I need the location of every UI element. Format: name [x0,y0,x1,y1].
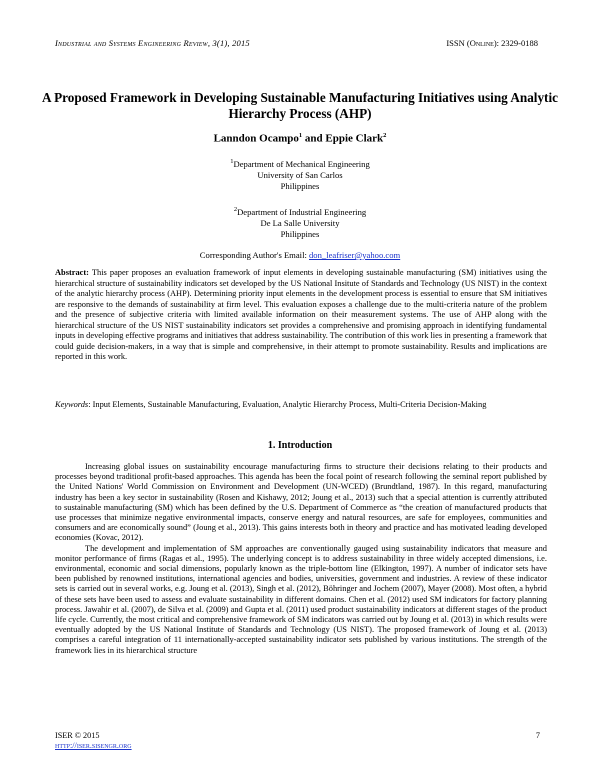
affiliation-2-univ: De La Salle University [260,217,340,228]
corresponding-email-link[interactable]: don_leafriser@yahoo.com [309,250,401,260]
journal-header: Industrial and Systems Engineering Review, 3(1), 2015 [55,38,250,48]
author-1-name: Lanndon Ocampo [213,132,299,145]
abstract [55,268,547,363]
affiliation-2-sup: 2 [233,206,238,213]
authors [0,132,600,145]
abstract-label: Abstract: [55,268,89,277]
author-1-sup: 1 [298,132,303,139]
page-number: 7 [535,731,540,740]
keywords-text: : Input Elements, Sustainable Manufacturing, Evaluation, Analytic Hierarchy Process, Multi-Criteria Decision-Making [88,400,487,409]
affiliation-1-univ: University of San Carlos [257,169,343,180]
paper-title: A Proposed Framework in Developing Sustainable Manufacturing Initiatives using Analytic Hierarchy Process (AHP) [42,90,558,121]
footer-left [55,731,132,751]
author-2-name: Eppie Clark [325,132,384,145]
affiliation-1 [0,156,600,192]
affiliation-1-country: Philippines [280,180,320,191]
affiliation-1-sup: 1 [230,158,234,165]
keywords-label: Keywords [55,400,89,409]
affiliation-1-dept: Department of Mechanical Engineering [233,158,370,169]
corresponding-author [0,250,600,260]
corresponding-label: Corresponding Author's Email: [199,250,309,260]
affiliation-2-dept: Department of Industrial Engineering [237,206,367,217]
footer-copyright: ISER © 2015 [55,731,100,740]
introduction-body [55,462,547,656]
affiliation-2-country: Philippines [280,228,320,239]
keywords [55,400,547,411]
affiliation-2 [0,204,600,240]
author-conjunction: and [302,132,326,145]
intro-paragraph-1: Increasing global issues on sustainability encourage manufacturing firms to structure their decisions relating to their products and processes beyond traditional profit-based approaches. This agenda has been the focal point of research following the seminal report published by the United Nations' World Commission on Environment and Development (UN-WCED) (Brundtland, 1987). In this regard, manufacturing industry has been a key sector in sustainability (Rosen and Kishawy, 2012; Joung et al., 2013) such that a special attention is currently attributed to sustainable manufacturing (SM) which has been defined by the U.S. Department of Commerce as “the creation of manufactured products that use processes that minimize negative environmental impacts, conserve energy and natural resources, are safe for employees, communities and consumers and are economically sound” (Joung et al., 2013). This gains interests both in theory and practice and has motivated leading developed economies (Kovac, 2012). [55,462,547,543]
footer-url-link[interactable]: http://iser.sisengr.org [55,741,132,750]
intro-paragraph-2: The development and implementation of SM approaches are conventionally gauged using sustainability indicators that measure and monitor performance of firms (Ragas et al., 1995). The underlying concept is to address sustainability in three widely accepted dimensions, i.e. environmental, economic and social dimensions, popularly known as the triple-bottom line (Elkington, 1997). A number of indicator sets have been published by renowned institutions, international agencies and bodies, universities, government and industries. A review of these indicator sets is carried out in several works, e.g. Joung et al. (2013), Singh et al. (2012), Böhringer and Jochem (2007), Mayer (2008). Most often, a hybrid of these sets have been used to assess and evaluate sustainability in different domains. Chen et al. (2012) used SM indicators for factory planning process. Jawahir et al. (2007), de Silva et al. (2009) and Gupta et al. (2011) used product sustainability indicators at different stages of the product life cycle. Currently, the most critical and comprehensive framework of SM indicators was carried out by Joung et al. (2013) in which results were eventually adopted by the US National Institute of Standards and Technology (US NIST). The proposed framework of Joung et al. (2013) comprises a careful integration of 11 internationally-accepted sustainability indicator sets published by various institutions. The strength of the framework lies in its hierarchical structure [55,543,547,655]
abstract-text: This paper proposes an evaluation framework of input elements in developing sustainable manufacturing (SM) initiatives using the hierarchical structure of sustainability indicators set developed by the US National Insitute of Standards and Technology (US NIST) in the context of the analytic hierarchy process (AHP). Determining priority input elements in the development process is essential to ensure that SM initiatives are responsive to the demands of sustainability at firm level. This evaluation exposes a challenge due to the multi-criteria nature of the problem and the presence of subjective criteria with limited available information on their measurement systems. The use of AHP along with the hierarchical structure of the US NIST sustainability indicators set provides a comprehensive and promising approach in identifying fundamental inputs in developing effective programs and initiatives that address sustainability. The contribution of this work lies in presenting a framework that could guide decision-makers, in a way that is simple and comprehensive, in their attempt to promote sustainability. Results and implications are reported in this work. [55,268,547,361]
author-2-sup: 2 [383,132,387,139]
section-heading-introduction: 1. Introduction [267,440,333,451]
issn-header: ISSN (Online): 2329-0188 [446,38,538,48]
